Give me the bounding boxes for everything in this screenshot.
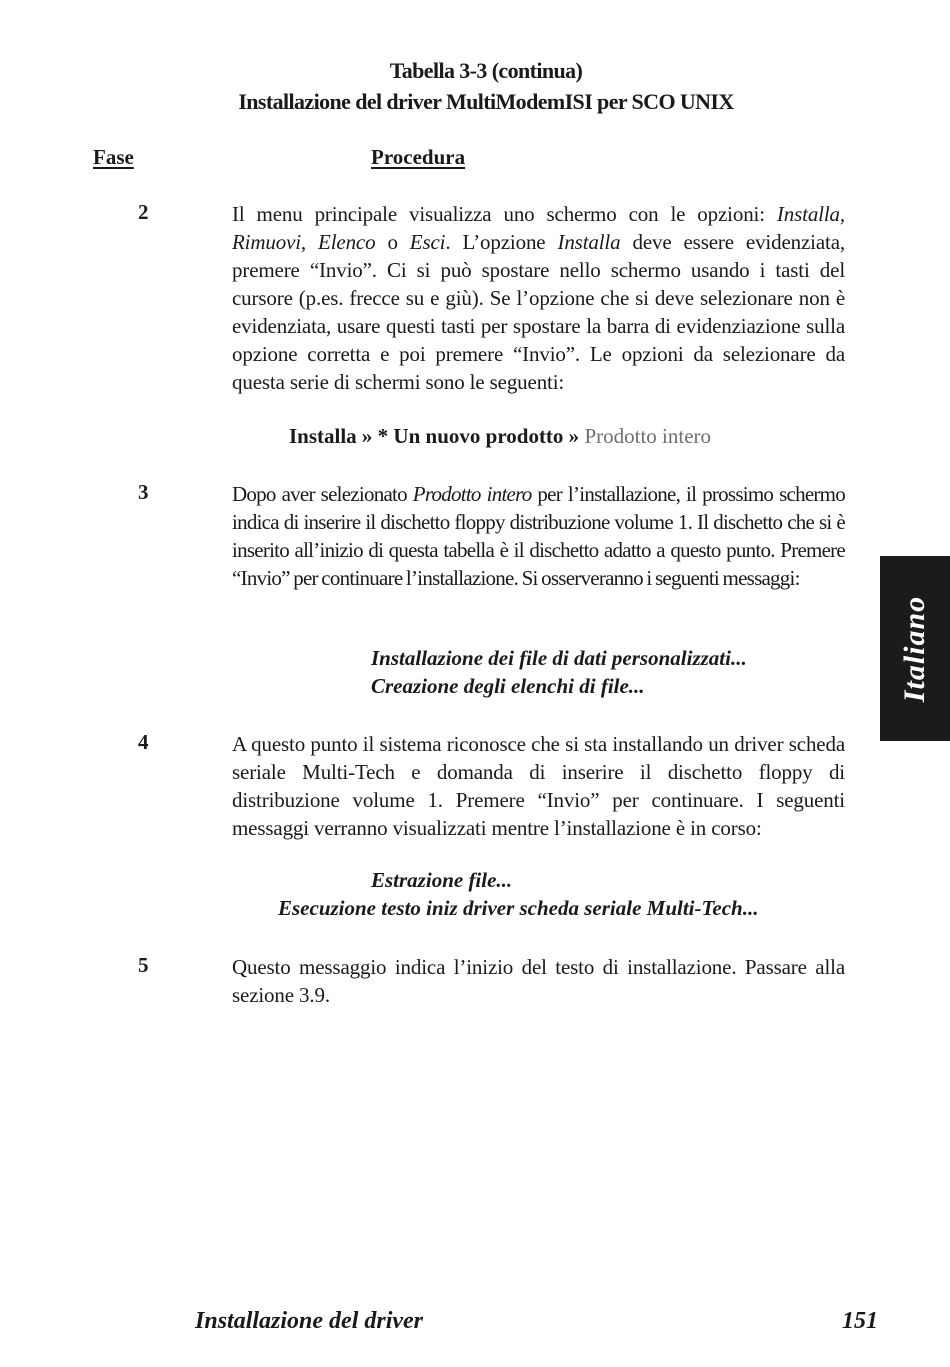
step-number: 3 — [138, 480, 149, 504]
language-tab — [880, 556, 950, 741]
step-number: 2 — [138, 200, 149, 224]
system-message: Installazione dei file di dati personalizzati... — [371, 646, 747, 670]
step-procedure-text: A questo punto il sistema riconosce che si sta installando un driver scheda seriale Multi-Tech e domanda di inserire il dischetto floppy di distribuzione volume 1. Premere “Invio” per continuare. I seguenti messaggi verranno visualizzati mentre l’installazione è in corso: — [232, 732, 845, 840]
footer-section-title: Installazione del driver — [195, 1308, 424, 1334]
system-message: Esecuzione testo iniz driver scheda seriale Multi-Tech... — [278, 896, 759, 920]
step-procedure-text: Il menu principale visualizza uno schermo con le opzioni: Installa, Rimuovi, Elenco o Esci. L’opzione Installa deve essere evidenziata, premere “Invio”. Ci si può spostare nello schermo usando i tasti del cursore (p.es. frecce su e giù). Se l’opzione che si deve selezionare non è evidenziata, usare questi tasti per spostare la barra di evidenziazione sulla opzione corretta e poi premere “Invio”. Le opzioni da selezionare da questa serie di schermi sono le seguenti: — [232, 202, 845, 394]
table-title: Tabella 3-3 (continua) — [389, 58, 583, 83]
menu-path: Installa » * Un nuovo prodotto » Prodotto intero — [289, 424, 712, 448]
table-subtitle: Installazione del driver MultiModemISI per SCO UNIX — [238, 89, 734, 114]
system-message: Creazione degli elenchi di file... — [371, 674, 645, 698]
step-procedure-text: Questo messaggio indica l’inizio del testo di installazione. Passare alla sezione 3.9. — [232, 955, 845, 1007]
column-header-fase: Fase — [93, 145, 134, 169]
step-number: 4 — [138, 730, 149, 754]
step-procedure-text: Dopo aver selezionato Prodotto intero per l’installazione, il prossimo schermo indica di inserire il dischetto floppy distribuzione volume 1. Il dischetto che si è inserito all’inizio di questa tabella è il dischetto adatto a questo punto. Premere “Invio” per continuare l’installazione. Si osserveranno i seguenti messaggi: — [232, 482, 845, 590]
page-number: 151 — [842, 1308, 878, 1334]
column-header-procedura: Procedura — [371, 145, 466, 169]
language-tab-label: Italiano — [898, 595, 931, 702]
system-message: Estrazione file... — [371, 868, 513, 892]
step-number: 5 — [138, 953, 149, 977]
